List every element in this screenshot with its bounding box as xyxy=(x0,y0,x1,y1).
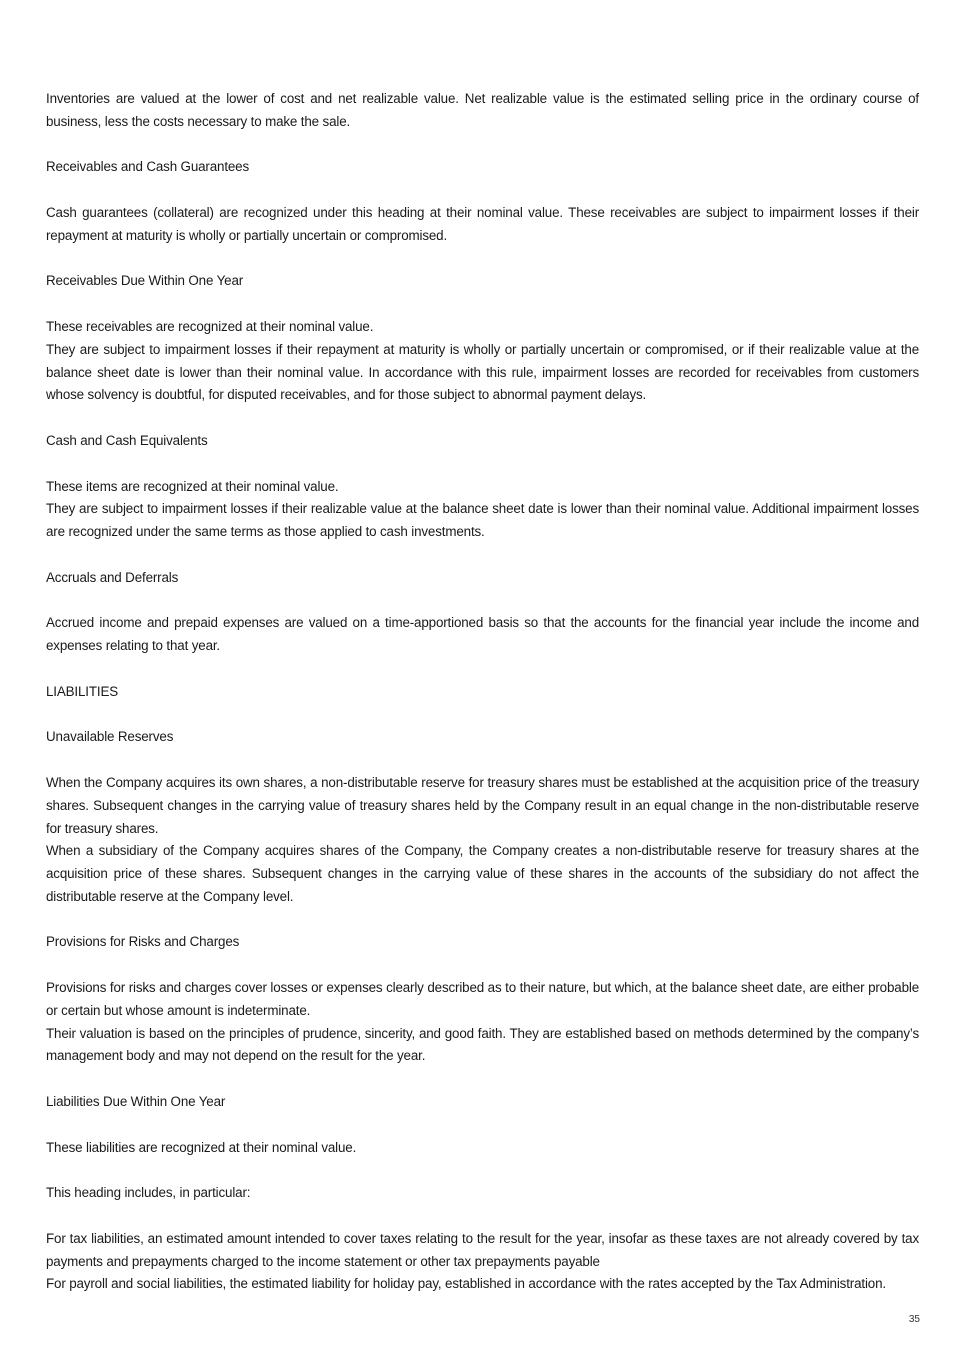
paragraph: These receivables are recognized at their nominal value. xyxy=(46,318,374,334)
paragraph: Inventories are valued at the lower of cost and net realizable value. Net realizable value is the estimated selling price in the ordinary course of business, less the costs necessary to make the sale. xyxy=(46,91,919,129)
paragraph: These items are recognized at their nominal value. xyxy=(46,478,339,494)
section-heading: Provisions for Risks and Charges xyxy=(46,934,240,950)
document-body xyxy=(46,88,919,1319)
section-cash-equivalents xyxy=(46,476,919,544)
section-heading: Cash and Cash Equivalents xyxy=(46,432,208,448)
paragraph: For payroll and social liabilities, the estimated liability for holiday pay, established in accordance with the rates accepted by the Tax Administration. xyxy=(46,1276,886,1292)
section-accruals-deferrals xyxy=(46,612,919,658)
section-heading: Receivables Due Within One Year xyxy=(46,273,244,289)
paragraph: Provisions for risks and charges cover losses or expenses clearly described as to their nature, but which, at the balance sheet date, are either probable or certain but whose amount is indeterminate. xyxy=(46,980,919,1018)
paragraph: When the Company acquires its own shares, a non-distributable reserve for treasury shares must be established at the acquisition price of the treasury shares. Subsequent changes in the carrying value of treasury shares held by the Company result in an equal change in the non-distributable reserve for treasury shares. xyxy=(46,774,919,836)
section-unavailable-reserves xyxy=(46,772,919,909)
section-liabilities-one-year xyxy=(46,1137,919,1160)
section-receivables-cash-guarantees xyxy=(46,202,919,248)
section-heading-liabilities: LIABILITIES xyxy=(46,683,119,699)
section-heading: Unavailable Reserves xyxy=(46,729,174,745)
paragraph: Accrued income and prepaid expenses are valued on a time-apportioned basis so that the accounts for the financial year include the income and expenses relating to that year. xyxy=(46,615,919,654)
section-heading: Accruals and Deferrals xyxy=(46,569,179,585)
paragraph: These liabilities are recognized at their nominal value. xyxy=(46,1139,357,1155)
paragraph: This heading includes, in particular: xyxy=(46,1185,251,1201)
paragraph: Cash guarantees (collateral) are recognized under this heading at their nominal value. These receivables are subject to impairment losses if their repayment at maturity is wholly or partially uncertain or compromised. xyxy=(46,204,919,243)
paragraph: They are subject to impairment losses if their repayment at maturity is wholly or partially uncertain or compromised, or if their realizable value at the balance sheet date is lower than their nominal value. In accordance with this rule, impairment losses are recorded for receivables from customers whose solvency is doubtful, for disputed receivables, and for those subject to abnormal payment delays. xyxy=(46,341,919,403)
section-inventories xyxy=(46,88,919,134)
section-tax-payroll xyxy=(46,1228,919,1296)
paragraph: Their valuation is based on the principles of prudence, sincerity, and good faith. They are established based on methods determined by the company’s management body and may not depend on the result for the year. xyxy=(46,1025,919,1064)
section-provisions xyxy=(46,977,919,1068)
paragraph: For tax liabilities, an estimated amount intended to cover taxes relating to the result for the year, insofar as these taxes are not already covered by tax payments and prepayments charged to the income statement or other tax prepayments payable xyxy=(46,1230,919,1269)
section-heading-includes xyxy=(46,1182,919,1205)
paragraph: When a subsidiary of the Company acquires shares of the Company, the Company creates a non-distributable reserve for treasury shares at the acquisition price of these shares. Subsequent changes in the carrying value of these shares in the accounts of the subsidiary do not affect the distributable reserve at the Company level. xyxy=(46,843,919,904)
page-number: 35 xyxy=(908,1314,920,1325)
paragraph: They are subject to impairment losses if their realizable value at the balance sheet date is lower than their nominal value. Additional impairment losses are recognized under the same terms as those applied to cash investments. xyxy=(46,501,919,540)
section-heading: Receivables and Cash Guarantees xyxy=(46,159,250,175)
section-heading: Liabilities Due Within One Year xyxy=(46,1094,226,1110)
section-receivables-one-year xyxy=(46,316,919,407)
